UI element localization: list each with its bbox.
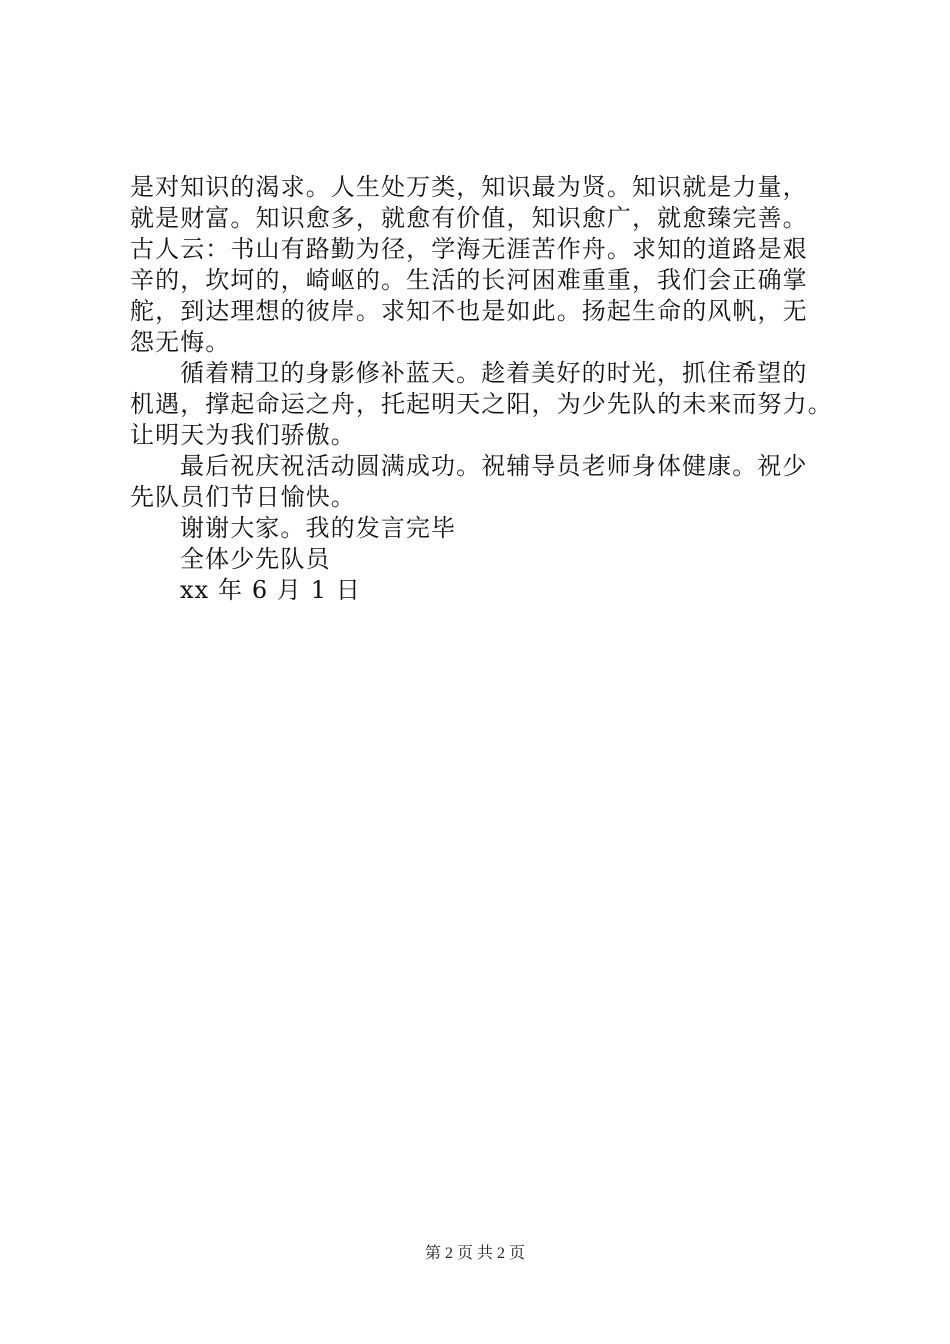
closing-line: 谢谢大家。我的发言完毕 <box>180 514 457 542</box>
paragraph-line: 让明天为我们骄傲。 <box>130 421 356 449</box>
paragraph-line: 先队员们节日愉快。 <box>130 483 356 511</box>
signature-line: 全体少先队员 <box>180 545 331 573</box>
paragraph-line: 机遇，撑起命运之舟，托起明天之阳，为少先队的未来而努力。 <box>130 390 833 418</box>
paragraph-line: 循着精卫的身影修补蓝天。趁着美好的时光，抓住希望的 <box>180 359 808 387</box>
date-line: xx 年 6 月 1 日 <box>180 576 361 604</box>
paragraph-line: 就是财富。知识愈多，就愈有价值，知识愈广，就愈臻完善。 <box>130 204 808 232</box>
page-number-footer: 第 2 页 共 2 页 <box>424 1245 525 1262</box>
paragraph-line: 辛的，坎坷的，崎岖的。生活的长河困难重重，我们会正确掌 <box>130 266 808 294</box>
paragraph-line: 怨无悔。 <box>130 328 231 356</box>
document-body <box>130 172 833 606</box>
paragraph-line: 最后祝庆祝活动圆满成功。祝辅导员老师身体健康。祝少 <box>180 452 808 480</box>
paragraph-line: 是对知识的渴求。人生处万类，知识最为贤。知识就是力量， <box>130 173 808 201</box>
paragraph-line: 舵，到达理想的彼岸。求知不也是如此。扬起生命的风帆，无 <box>130 297 808 325</box>
paragraph-line: 古人云：书山有路勤为径，学海无涯苦作舟。求知的道路是艰 <box>130 235 808 263</box>
